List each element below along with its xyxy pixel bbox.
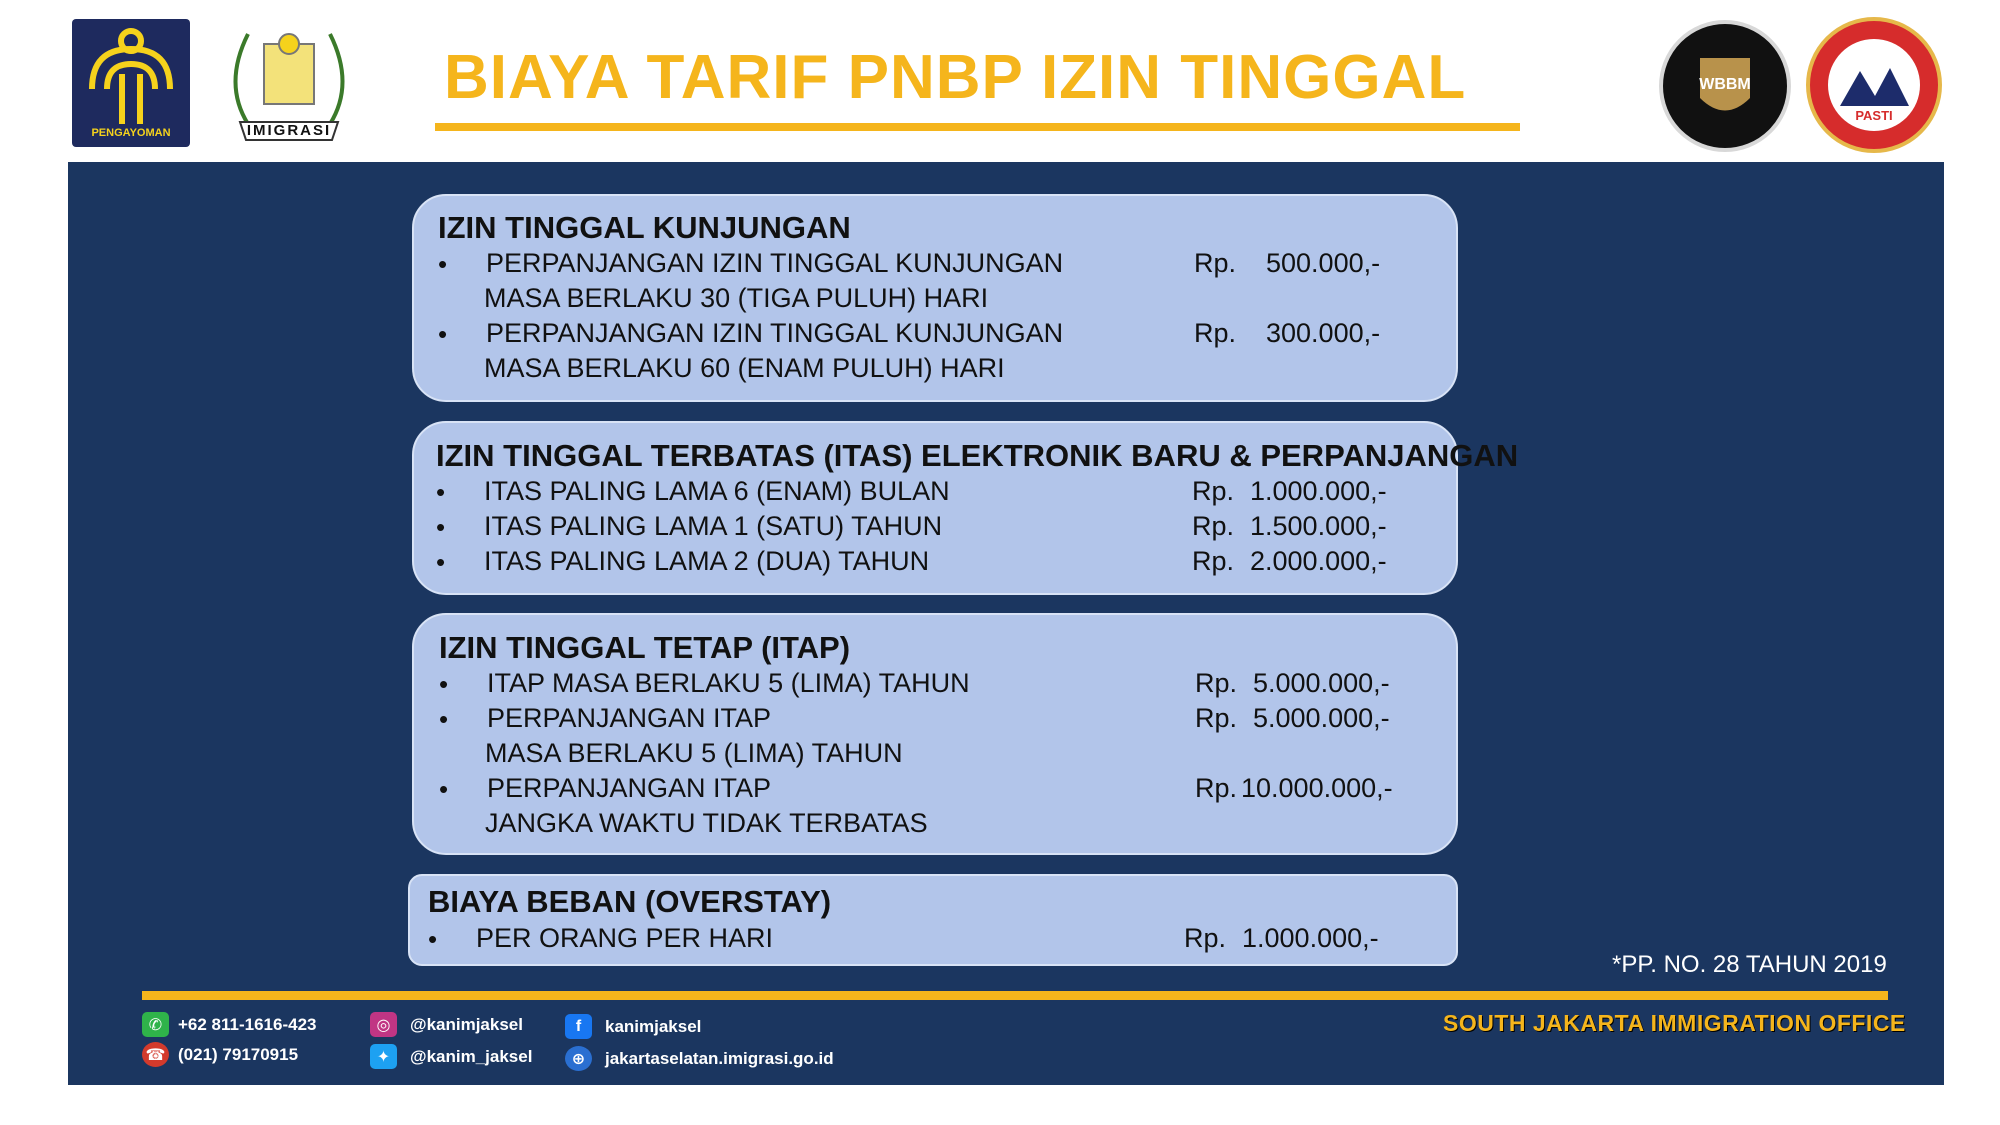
- price-currency: Rp.: [1194, 248, 1237, 278]
- price-currency: Rp.: [1192, 511, 1235, 541]
- bullet: •: [436, 512, 446, 542]
- price-amount: 2.000.000,-: [1250, 546, 1387, 576]
- pasti-label: PASTI: [1855, 108, 1893, 123]
- whatsapp-icon: ✆: [142, 1012, 169, 1037]
- bullet: •: [439, 669, 449, 699]
- phone-icon: ☎: [142, 1042, 169, 1067]
- price-currency: Rp.: [1192, 546, 1235, 576]
- corporate-university-pasti-badge: [1805, 16, 1943, 154]
- item-line: ITAP MASA BERLAKU 5 (LIMA) TAHUN: [487, 668, 970, 698]
- card-itap: [412, 613, 1458, 855]
- imigrasi-label: IMIGRASI: [246, 122, 332, 139]
- card-title: IZIN TINGGAL TETAP (ITAP): [439, 630, 851, 665]
- price-amount: 300.000,-: [1266, 318, 1381, 348]
- price-currency: Rp.: [1195, 773, 1238, 803]
- item-line: PER ORANG PER HARI: [476, 923, 774, 953]
- price-amount: 500.000,-: [1266, 248, 1381, 278]
- card-title: IZIN TINGGAL TERBATAS (ITAS) ELEKTRONIK BARU & PERPANJANGAN: [436, 438, 1519, 473]
- item-line: PERPANJANGAN ITAP: [487, 703, 772, 733]
- whatsapp-number[interactable]: +62 811-1616-423: [178, 1015, 317, 1034]
- title-underline: [435, 123, 1520, 131]
- price-amount: 5.000.000,-: [1253, 703, 1390, 733]
- item-line: JANGKA WAKTU TIDAK TERBATAS: [485, 808, 928, 838]
- card-izin-tinggal-kunjungan: [412, 194, 1458, 402]
- price-amount: 5.000.000,-: [1253, 668, 1390, 698]
- globe-icon: ⊕: [565, 1046, 592, 1071]
- card-title: IZIN TINGGAL KUNJUNGAN: [438, 210, 851, 245]
- instagram-icon: ◎: [370, 1012, 397, 1037]
- imigrasi-emblem: [218, 14, 360, 146]
- footer-divider: [142, 991, 1888, 1000]
- pengayoman-logo: [72, 19, 190, 147]
- price-amount: 1.500.000,-: [1250, 511, 1387, 541]
- twitter-handle[interactable]: @kanim_jaksel: [410, 1047, 533, 1066]
- item-line: ITAS PALING LAMA 1 (SATU) TAHUN: [484, 511, 943, 541]
- facebook-page[interactable]: kanimjaksel: [605, 1017, 702, 1036]
- bullet: •: [439, 774, 449, 804]
- item-line: MASA BERLAKU 5 (LIMA) TAHUN: [485, 738, 903, 768]
- item-line: MASA BERLAKU 60 (ENAM PULUH) HARI: [484, 353, 1005, 383]
- item-line: MASA BERLAKU 30 (TIGA PULUH) HARI: [484, 283, 989, 313]
- bullet: •: [436, 547, 446, 577]
- card-overstay: [408, 874, 1458, 966]
- price-amount: 1.000.000,-: [1250, 476, 1387, 506]
- bullet: •: [438, 249, 448, 279]
- bullet: •: [438, 319, 448, 349]
- price-currency: Rp.: [1194, 318, 1237, 348]
- wbbm-zona-integritas-badge: [1658, 18, 1792, 154]
- price-currency: Rp.: [1184, 923, 1227, 953]
- phone-number[interactable]: (021) 79170915: [178, 1045, 299, 1064]
- bullet: •: [436, 477, 446, 507]
- item-line: PERPANJANGAN IZIN TINGGAL KUNJUNGAN: [486, 248, 1064, 278]
- website-link[interactable]: jakartaselatan.imigrasi.go.id: [605, 1049, 834, 1068]
- price-currency: Rp.: [1195, 703, 1238, 733]
- card-itas: [412, 421, 1519, 595]
- item-line: ITAS PALING LAMA 2 (DUA) TAHUN: [484, 546, 930, 576]
- regulation-footnote: *PP. NO. 28 TAHUN 2019: [1612, 951, 1887, 978]
- bullet: •: [439, 704, 449, 734]
- page-title: BIAYA TARIF PNBP IZIN TINGGAL: [444, 43, 1467, 112]
- price-amount: 1.000.000,-: [1242, 923, 1379, 953]
- pengayoman-label: PENGAYOMAN: [91, 127, 171, 139]
- wbbm-label: WBBM: [1699, 76, 1751, 93]
- item-line: PERPANJANGAN IZIN TINGGAL KUNJUNGAN: [486, 318, 1064, 348]
- price-amount: 10.000.000,-: [1241, 773, 1393, 803]
- price-currency: Rp.: [1192, 476, 1235, 506]
- twitter-icon: ✦: [370, 1044, 397, 1069]
- item-line: PERPANJANGAN ITAP: [487, 773, 772, 803]
- item-line: ITAS PALING LAMA 6 (ENAM) BULAN: [484, 476, 950, 506]
- office-name: SOUTH JAKARTA IMMIGRATION OFFICE: [1443, 1010, 1906, 1036]
- facebook-icon: f: [565, 1014, 592, 1039]
- price-currency: Rp.: [1195, 668, 1238, 698]
- bullet: •: [428, 924, 438, 954]
- instagram-handle[interactable]: @kanimjaksel: [410, 1015, 523, 1034]
- card-title: BIAYA BEBAN (OVERSTAY): [428, 884, 832, 919]
